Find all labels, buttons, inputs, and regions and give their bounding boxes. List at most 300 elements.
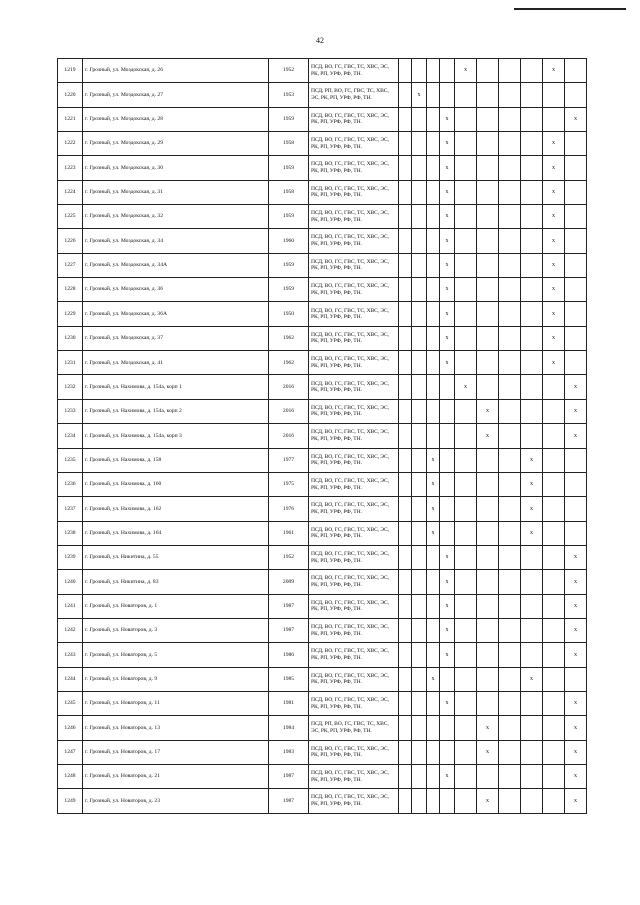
works-cell: ПСД, ВО, ГС, ГВС, ТС, ХВС, ЭС, РК, РП, УРФ, РФ, ТН. xyxy=(309,180,399,204)
mark-cell xyxy=(499,326,521,350)
table-row xyxy=(58,253,587,277)
mark-cell xyxy=(427,59,440,83)
address-cell: г. Грозный, ул. Новаторов, д. 11 xyxy=(83,691,269,715)
mark-cell xyxy=(477,156,499,180)
year-cell: 1984 xyxy=(269,716,309,740)
mark-cell: x xyxy=(543,351,565,375)
mark-cell xyxy=(521,594,543,618)
table-row xyxy=(58,545,587,569)
works-cell: ПСД, ВО, ГС, ГВС, ТС, ХВС, ЭС, РК, РП, УРФ, РФ, ТН. xyxy=(309,691,399,715)
mark-cell xyxy=(521,205,543,229)
mark-cell xyxy=(477,521,499,545)
mark-cell xyxy=(412,375,427,399)
mark-cell xyxy=(399,180,412,204)
mark-cell: x xyxy=(440,691,455,715)
works-cell: ПСД, РП, ВО, ГС, ГВС, ТС, ХВС, ЭС, РК, РП, УРФ, РФ, ТН. xyxy=(309,716,399,740)
mark-cell xyxy=(412,180,427,204)
mark-cell xyxy=(399,618,412,642)
row-number: 1230 xyxy=(58,326,83,350)
mark-cell xyxy=(565,132,587,156)
mark-cell: x xyxy=(440,545,455,569)
header-rule xyxy=(514,8,626,10)
works-cell: ПСД, ВО, ГС, ГВС, ТС, ХВС, ЭС, РК, РП, УРФ, РФ, ТН. xyxy=(309,472,399,496)
address-cell: г. Грозный, ул. Нахимова, д. 164 xyxy=(83,521,269,545)
table-row xyxy=(58,740,587,764)
mark-cell xyxy=(399,448,412,472)
mark-cell xyxy=(455,83,477,107)
mark-cell xyxy=(477,472,499,496)
mark-cell xyxy=(499,351,521,375)
mark-cell xyxy=(399,643,412,667)
mark-cell xyxy=(440,472,455,496)
year-cell: 1986 xyxy=(269,643,309,667)
mark-cell: x xyxy=(477,740,499,764)
row-number: 1219 xyxy=(58,59,83,83)
mark-cell: x xyxy=(565,107,587,131)
year-cell: 2016 xyxy=(269,399,309,423)
mark-cell xyxy=(412,691,427,715)
mark-cell xyxy=(543,570,565,594)
mark-cell xyxy=(440,716,455,740)
mark-cell xyxy=(477,570,499,594)
address-cell: г. Грозный, ул. Моздокская, д. 27 xyxy=(83,83,269,107)
year-cell: 1959 xyxy=(269,278,309,302)
mark-cell xyxy=(499,764,521,788)
table-row xyxy=(58,521,587,545)
mark-cell xyxy=(399,278,412,302)
table-row xyxy=(58,716,587,740)
table-row xyxy=(58,643,587,667)
address-cell: г. Грозный, ул. Моздокская, д. 31 xyxy=(83,180,269,204)
mark-cell xyxy=(477,545,499,569)
mark-cell xyxy=(399,764,412,788)
mark-cell xyxy=(565,521,587,545)
row-number: 1236 xyxy=(58,472,83,496)
mark-cell xyxy=(399,497,412,521)
mark-cell xyxy=(499,594,521,618)
mark-cell xyxy=(427,180,440,204)
address-cell: г. Грозный, ул. Новаторов, д. 17 xyxy=(83,740,269,764)
works-cell: ПСД, ВО, ГС, ГВС, ТС, ХВС, ЭС, РК, РП, УРФ, РФ, ТН. xyxy=(309,132,399,156)
works-cell: ПСД, ВО, ГС, ГВС, ТС, ХВС, ЭС, РК, РП, УРФ, РФ, ТН. xyxy=(309,448,399,472)
mark-cell xyxy=(412,497,427,521)
mark-cell: x xyxy=(477,789,499,813)
mark-cell xyxy=(521,326,543,350)
mark-cell xyxy=(521,156,543,180)
works-cell: ПСД, ВО, ГС, ГВС, ТС, ХВС, ЭС, РК, РП, УРФ, РФ, ТН. xyxy=(309,764,399,788)
mark-cell xyxy=(477,302,499,326)
year-cell: 1960 xyxy=(269,229,309,253)
works-cell: ПСД, ВО, ГС, ГВС, ТС, ХВС, ЭС, РК, РП, УРФ, РФ, ТН. xyxy=(309,618,399,642)
mark-cell xyxy=(455,472,477,496)
mark-cell: x xyxy=(543,326,565,350)
mark-cell xyxy=(499,205,521,229)
year-cell: 1959 xyxy=(269,205,309,229)
mark-cell xyxy=(543,545,565,569)
mark-cell xyxy=(399,691,412,715)
mark-cell xyxy=(399,667,412,691)
year-cell: 1987 xyxy=(269,764,309,788)
year-cell: 1985 xyxy=(269,667,309,691)
mark-cell xyxy=(412,424,427,448)
mark-cell xyxy=(521,545,543,569)
mark-cell xyxy=(521,740,543,764)
mark-cell xyxy=(477,594,499,618)
mark-cell xyxy=(455,205,477,229)
mark-cell xyxy=(427,375,440,399)
mark-cell xyxy=(440,789,455,813)
mark-cell xyxy=(543,667,565,691)
mark-cell xyxy=(399,716,412,740)
mark-cell xyxy=(427,764,440,788)
year-cell: 1958 xyxy=(269,180,309,204)
mark-cell xyxy=(565,351,587,375)
table-row xyxy=(58,399,587,423)
address-cell: г. Грозный, ул. Новаторов, д. 5 xyxy=(83,643,269,667)
address-cell: г. Грозный, ул. Моздокская, д. 34А xyxy=(83,253,269,277)
mark-cell xyxy=(477,667,499,691)
mark-cell xyxy=(455,448,477,472)
mark-cell xyxy=(399,302,412,326)
row-number: 1229 xyxy=(58,302,83,326)
mark-cell: x xyxy=(427,497,440,521)
mark-cell xyxy=(543,448,565,472)
mark-cell xyxy=(521,643,543,667)
year-cell: 1950 xyxy=(269,302,309,326)
mark-cell xyxy=(499,789,521,813)
mark-cell xyxy=(455,302,477,326)
row-number: 1228 xyxy=(58,278,83,302)
mark-cell xyxy=(477,326,499,350)
mark-cell xyxy=(412,351,427,375)
mark-cell xyxy=(455,399,477,423)
mark-cell xyxy=(399,229,412,253)
row-number: 1220 xyxy=(58,83,83,107)
mark-cell xyxy=(412,326,427,350)
address-cell: г. Грозный, ул. Моздокская, д. 32 xyxy=(83,205,269,229)
mark-cell: x xyxy=(440,278,455,302)
mark-cell xyxy=(499,156,521,180)
mark-cell xyxy=(399,351,412,375)
year-cell: 2009 xyxy=(269,570,309,594)
year-cell: 1959 xyxy=(269,107,309,131)
mark-cell xyxy=(455,326,477,350)
mark-cell xyxy=(543,618,565,642)
mark-cell xyxy=(521,278,543,302)
row-number: 1249 xyxy=(58,789,83,813)
year-cell: 1958 xyxy=(269,132,309,156)
mark-cell xyxy=(427,424,440,448)
address-cell: г. Грозный, ул. Нахимова, д. 154а, корп 1 xyxy=(83,375,269,399)
mark-cell: x xyxy=(427,472,440,496)
mark-cell xyxy=(412,59,427,83)
mark-cell xyxy=(521,351,543,375)
mark-cell xyxy=(412,278,427,302)
address-cell: г. Грозный, ул. Моздокская, д. 36А xyxy=(83,302,269,326)
mark-cell xyxy=(499,716,521,740)
row-number: 1248 xyxy=(58,764,83,788)
mark-cell: x xyxy=(440,643,455,667)
mark-cell xyxy=(427,570,440,594)
mark-cell: x xyxy=(565,716,587,740)
mark-cell xyxy=(399,789,412,813)
row-number: 1243 xyxy=(58,643,83,667)
mark-cell xyxy=(427,399,440,423)
mark-cell xyxy=(565,278,587,302)
mark-cell xyxy=(455,424,477,448)
address-cell: г. Грозный, ул. Никитина, д. 83 xyxy=(83,570,269,594)
mark-cell xyxy=(477,253,499,277)
mark-cell xyxy=(499,618,521,642)
row-number: 1221 xyxy=(58,107,83,131)
mark-cell: x xyxy=(565,399,587,423)
mark-cell xyxy=(543,740,565,764)
mark-cell xyxy=(499,545,521,569)
mark-cell xyxy=(427,740,440,764)
mark-cell xyxy=(521,59,543,83)
mark-cell xyxy=(440,375,455,399)
mark-cell xyxy=(455,740,477,764)
mark-cell xyxy=(565,326,587,350)
mark-cell: x xyxy=(543,229,565,253)
mark-cell xyxy=(427,326,440,350)
mark-cell: x xyxy=(543,253,565,277)
mark-cell xyxy=(499,740,521,764)
mark-cell xyxy=(399,472,412,496)
works-cell: ПСД, ВО, ГС, ГВС, ТС, ХВС, ЭС, РК, РП, УРФ, РФ, ТН. xyxy=(309,205,399,229)
year-cell: 1962 xyxy=(269,351,309,375)
address-cell: г. Грозный, ул. Моздокская, д. 41 xyxy=(83,351,269,375)
address-cell: г. Грозный, ул. Новаторов, д. 21 xyxy=(83,764,269,788)
mark-cell xyxy=(455,278,477,302)
works-cell: ПСД, ВО, ГС, ГВС, ТС, ХВС, ЭС, РК, РП, УРФ, РФ, ТН. xyxy=(309,545,399,569)
mark-cell: x xyxy=(565,424,587,448)
year-cell: 1962 xyxy=(269,326,309,350)
mark-cell xyxy=(499,59,521,83)
year-cell: 1952 xyxy=(269,59,309,83)
mark-cell xyxy=(477,497,499,521)
row-number: 1246 xyxy=(58,716,83,740)
mark-cell xyxy=(521,764,543,788)
mark-cell xyxy=(499,399,521,423)
mark-cell xyxy=(399,253,412,277)
mark-cell xyxy=(543,83,565,107)
mark-cell xyxy=(412,302,427,326)
row-number: 1227 xyxy=(58,253,83,277)
mark-cell xyxy=(499,570,521,594)
row-number: 1226 xyxy=(58,229,83,253)
mark-cell: x xyxy=(440,253,455,277)
mark-cell: x xyxy=(543,302,565,326)
works-cell: ПСД, ВО, ГС, ГВС, ТС, ХВС, ЭС, РК, РП, УРФ, РФ, ТН. xyxy=(309,399,399,423)
mark-cell xyxy=(427,278,440,302)
mark-cell xyxy=(499,253,521,277)
mark-cell xyxy=(412,716,427,740)
table-row xyxy=(58,59,587,83)
table-row xyxy=(58,132,587,156)
table-row xyxy=(58,667,587,691)
table-row xyxy=(58,326,587,350)
mark-cell xyxy=(455,545,477,569)
works-cell: ПСД, ВО, ГС, ГВС, ТС, ХВС, ЭС, РК, РП, УРФ, РФ, ТН. xyxy=(309,789,399,813)
mark-cell xyxy=(412,764,427,788)
works-cell: ПСД, ВО, ГС, ГВС, ТС, ХВС, ЭС, РК, РП, УРФ, РФ, ТН. xyxy=(309,643,399,667)
works-cell: ПСД, ВО, ГС, ГВС, ТС, ХВС, ЭС, РК, РП, УРФ, РФ, ТН. xyxy=(309,740,399,764)
mark-cell: x xyxy=(521,497,543,521)
table-row xyxy=(58,691,587,715)
mark-cell xyxy=(565,497,587,521)
mark-cell xyxy=(412,156,427,180)
address-cell: г. Грозный, ул. Моздокская, д. 28 xyxy=(83,107,269,131)
address-cell: г. Грозный, ул. Нахимова, д. 154а, корп 2 xyxy=(83,399,269,423)
mark-cell xyxy=(455,789,477,813)
mark-cell xyxy=(477,643,499,667)
works-cell: ПСД, ВО, ГС, ГВС, ТС, ХВС, ЭС, РК, РП, УРФ, РФ, ТН. xyxy=(309,156,399,180)
mark-cell xyxy=(477,278,499,302)
mark-cell xyxy=(543,764,565,788)
works-cell: ПСД, РП, ВО, ГС, ГВС, ТС, ХВС, ЭС, РК, РП, УРФ, РФ, ТН. xyxy=(309,83,399,107)
mark-cell xyxy=(455,351,477,375)
address-cell: г. Грозный, ул. Новаторов, д. 1 xyxy=(83,594,269,618)
mark-cell: x xyxy=(543,278,565,302)
mark-cell xyxy=(440,667,455,691)
mark-cell xyxy=(399,424,412,448)
mark-cell: x xyxy=(440,205,455,229)
row-number: 1238 xyxy=(58,521,83,545)
table-row xyxy=(58,594,587,618)
mark-cell xyxy=(499,375,521,399)
mark-cell: x xyxy=(440,570,455,594)
mark-cell xyxy=(399,107,412,131)
table-row xyxy=(58,229,587,253)
table-row xyxy=(58,424,587,448)
mark-cell xyxy=(477,180,499,204)
mark-cell xyxy=(440,448,455,472)
mark-cell xyxy=(427,156,440,180)
mark-cell: x xyxy=(440,180,455,204)
mark-cell xyxy=(412,570,427,594)
mark-cell xyxy=(477,229,499,253)
mark-cell xyxy=(455,570,477,594)
mark-cell xyxy=(399,594,412,618)
mark-cell: x xyxy=(565,570,587,594)
mark-cell xyxy=(543,424,565,448)
mark-cell xyxy=(412,399,427,423)
mark-cell xyxy=(427,789,440,813)
row-number: 1225 xyxy=(58,205,83,229)
mark-cell xyxy=(412,545,427,569)
mark-cell xyxy=(543,107,565,131)
address-cell: г. Грозный, ул. Нахимова, д. 162 xyxy=(83,497,269,521)
mark-cell: x xyxy=(440,107,455,131)
mark-cell xyxy=(427,618,440,642)
table-row xyxy=(58,83,587,107)
mark-cell xyxy=(412,521,427,545)
mark-cell: x xyxy=(440,326,455,350)
mark-cell: x xyxy=(565,545,587,569)
table-row xyxy=(58,302,587,326)
mark-cell xyxy=(565,180,587,204)
mark-cell xyxy=(399,326,412,350)
row-number: 1235 xyxy=(58,448,83,472)
mark-cell: x xyxy=(565,691,587,715)
mark-cell: x xyxy=(427,448,440,472)
mark-cell xyxy=(455,521,477,545)
row-number: 1244 xyxy=(58,667,83,691)
mark-cell xyxy=(543,497,565,521)
table-row xyxy=(58,789,587,813)
year-cell: 1959 xyxy=(269,156,309,180)
mark-cell xyxy=(499,497,521,521)
mark-cell: x xyxy=(521,521,543,545)
mark-cell xyxy=(499,180,521,204)
mark-cell xyxy=(427,691,440,715)
mark-cell xyxy=(499,691,521,715)
mark-cell xyxy=(412,594,427,618)
mark-cell xyxy=(499,107,521,131)
mark-cell xyxy=(521,83,543,107)
row-number: 1231 xyxy=(58,351,83,375)
address-cell: г. Грозный, ул. Моздокская, д. 29 xyxy=(83,132,269,156)
mark-cell xyxy=(565,472,587,496)
row-number: 1242 xyxy=(58,618,83,642)
mark-cell xyxy=(499,302,521,326)
mark-cell xyxy=(455,716,477,740)
mark-cell xyxy=(412,132,427,156)
table-row xyxy=(58,107,587,131)
mark-cell xyxy=(399,740,412,764)
year-cell: 1983 xyxy=(269,740,309,764)
mark-cell xyxy=(440,399,455,423)
mark-cell xyxy=(499,83,521,107)
works-cell: ПСД, ВО, ГС, ГВС, ТС, ХВС, ЭС, РК, РП, УРФ, РФ, ТН. xyxy=(309,278,399,302)
mark-cell xyxy=(399,156,412,180)
mark-cell xyxy=(412,205,427,229)
mark-cell xyxy=(499,132,521,156)
mark-cell xyxy=(427,205,440,229)
mark-cell xyxy=(412,643,427,667)
mark-cell xyxy=(499,229,521,253)
mark-cell xyxy=(543,716,565,740)
mark-cell xyxy=(427,545,440,569)
mark-cell xyxy=(499,278,521,302)
mark-cell xyxy=(499,667,521,691)
year-cell: 1977 xyxy=(269,448,309,472)
mark-cell xyxy=(427,107,440,131)
mark-cell xyxy=(565,229,587,253)
mark-cell xyxy=(399,521,412,545)
address-cell: г. Грозный, ул. Нахимова, д. 158 xyxy=(83,448,269,472)
mark-cell: x xyxy=(427,521,440,545)
mark-cell xyxy=(521,132,543,156)
mark-cell xyxy=(427,132,440,156)
mark-cell xyxy=(499,643,521,667)
address-cell: г. Грозный, ул. Нахимова, д. 160 xyxy=(83,472,269,496)
mark-cell: x xyxy=(440,156,455,180)
year-cell: 1987 xyxy=(269,789,309,813)
table-row xyxy=(58,205,587,229)
row-number: 1232 xyxy=(58,375,83,399)
table-body xyxy=(58,59,587,814)
mark-cell xyxy=(521,789,543,813)
mark-cell xyxy=(399,59,412,83)
mark-cell xyxy=(565,59,587,83)
year-cell: 1953 xyxy=(269,83,309,107)
housing-table xyxy=(57,58,587,814)
address-cell: г. Грозный, ул. Моздокская, д. 34 xyxy=(83,229,269,253)
mark-cell xyxy=(427,716,440,740)
mark-cell xyxy=(499,424,521,448)
